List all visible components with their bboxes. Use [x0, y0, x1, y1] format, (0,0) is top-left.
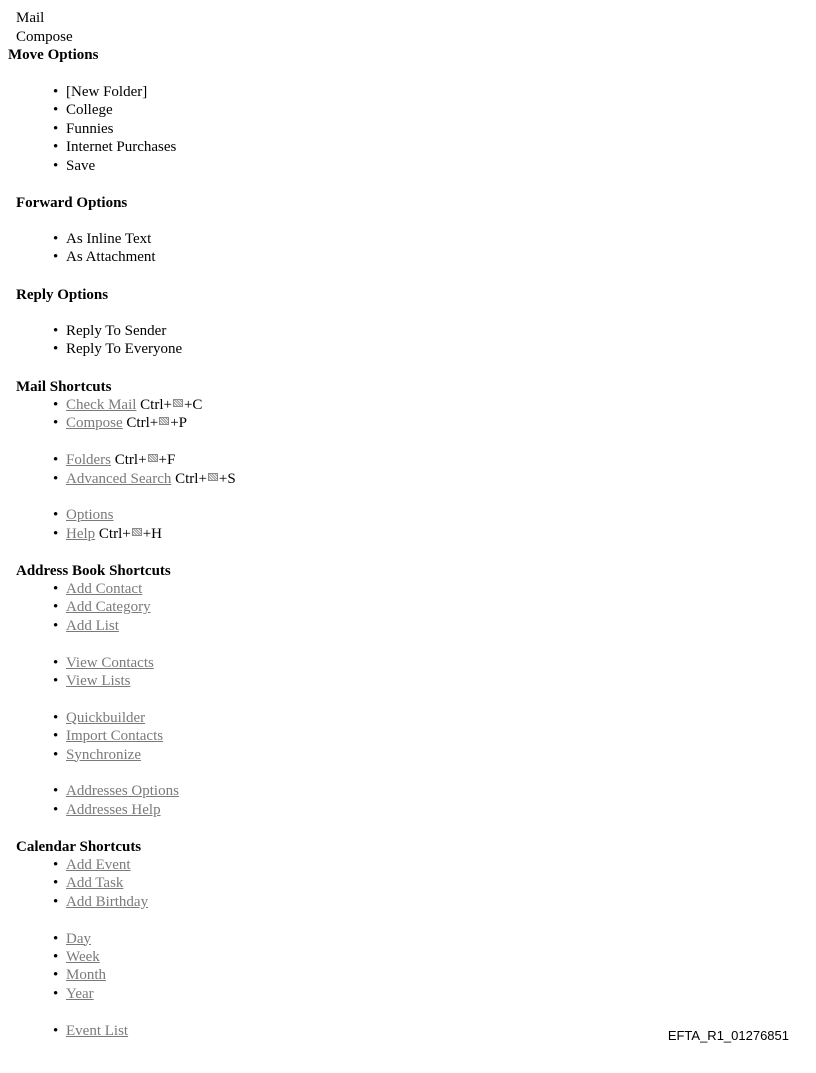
shortcut-suffix: +S [218, 470, 236, 487]
mail-shortcut-item [53, 525, 236, 543]
shortcut-prefix: Ctrl+ [126, 415, 159, 432]
check-mail-link[interactable]: Check Mail [66, 397, 137, 413]
address-book-item [53, 782, 179, 800]
calendar-shortcuts-list [53, 856, 148, 1040]
add-birthday-link[interactable]: Add Birthday [66, 893, 149, 910]
add-event-link[interactable]: Add Event [66, 857, 131, 873]
compose-link[interactable]: Compose [66, 415, 123, 432]
addresses-options-link[interactable]: Addresses Options [66, 783, 179, 800]
reply-option-label: Reply To Everyone [66, 341, 183, 358]
reply-options-heading: Reply Options [16, 286, 109, 303]
compose-shortcut [126, 415, 187, 431]
move-option-label: Internet Purchases [66, 139, 177, 156]
calendar-item [53, 948, 148, 966]
mail-shortcut-item [53, 470, 236, 488]
move-option-label: Funnies [66, 120, 114, 137]
mail-shortcut-item [53, 414, 236, 432]
address-book-item [53, 709, 179, 727]
calendar-item [53, 1022, 148, 1040]
compose-label: Compose [16, 28, 73, 45]
move-options-heading: Move Options [8, 47, 99, 63]
move-option-label: [New Folder] [66, 84, 148, 100]
reply-option-everyone[interactable] [53, 340, 182, 358]
mail-shortcuts-heading: Mail Shortcuts [16, 378, 112, 395]
move-option-new-folder[interactable] [53, 83, 176, 101]
import-contacts-link[interactable]: Import Contacts [66, 728, 164, 745]
modifier-key-icon [173, 399, 183, 407]
shortcut-prefix: Ctrl+ [114, 452, 147, 469]
help-link[interactable]: Help [66, 525, 96, 542]
mail-shortcuts-list [53, 396, 236, 543]
move-options-list [53, 83, 176, 175]
add-category-link[interactable]: Add Category [66, 599, 151, 616]
modifier-key-icon [132, 528, 142, 536]
quickbuilder-link[interactable]: Quickbuilder [66, 709, 146, 726]
shortcut-suffix: +F [158, 452, 176, 469]
day-view-link[interactable]: Day [66, 930, 91, 947]
shortcut-prefix: Ctrl+ [175, 470, 207, 487]
help-shortcut [99, 526, 162, 542]
calendar-item [53, 966, 148, 984]
forward-option-label: As Inline Text [66, 231, 152, 247]
calendar-item [53, 893, 148, 911]
synchronize-link[interactable]: Synchronize [66, 746, 141, 763]
forward-option-inline-text[interactable] [53, 230, 156, 248]
add-task-link[interactable]: Add Task [66, 875, 124, 892]
folders-link[interactable]: Folders [66, 452, 111, 469]
shortcut-suffix: +H [142, 525, 163, 542]
forward-options-list [53, 230, 156, 267]
address-book-item [53, 672, 179, 690]
calendar-item [53, 930, 148, 948]
address-book-shortcuts-heading: Address Book Shortcuts [16, 562, 171, 579]
event-list-link[interactable]: Event List [66, 1022, 129, 1039]
move-option-college[interactable] [53, 101, 176, 119]
addresses-help-link[interactable]: Addresses Help [66, 801, 161, 818]
shortcut-suffix: +P [170, 415, 188, 432]
advanced-search-link[interactable]: Advanced Search [66, 470, 172, 487]
calendar-item [53, 856, 148, 874]
address-book-item [53, 580, 179, 598]
modifier-key-icon [159, 417, 169, 425]
add-contact-link[interactable]: Add Contact [66, 581, 143, 597]
calendar-item [53, 874, 148, 892]
move-option-internet-purchases[interactable] [53, 138, 176, 156]
move-option-funnies[interactable] [53, 120, 176, 138]
mail-shortcut-item [53, 451, 236, 469]
address-book-item [53, 617, 179, 635]
year-view-link[interactable]: Year [66, 985, 94, 1002]
add-list-link[interactable]: Add List [66, 617, 119, 634]
forward-option-attachment[interactable] [53, 248, 156, 266]
advanced-search-shortcut [175, 471, 236, 487]
move-option-label: College [66, 102, 113, 119]
modifier-key-icon [148, 454, 158, 462]
move-option-save[interactable] [53, 157, 176, 175]
modifier-key-icon [208, 473, 218, 481]
document-id: EFTA_R1_01276851 [667, 1028, 789, 1043]
address-book-shortcuts-list [53, 580, 179, 819]
calendar-shortcuts-heading: Calendar Shortcuts [16, 838, 142, 855]
address-book-item [53, 727, 179, 745]
address-book-item [53, 801, 179, 819]
reply-option-sender[interactable] [53, 322, 182, 340]
view-lists-link[interactable]: View Lists [66, 672, 131, 689]
forward-options-heading: Forward Options [16, 194, 128, 211]
shortcut-prefix: Ctrl+ [140, 397, 172, 413]
forward-option-label: As Attachment [66, 249, 156, 266]
month-view-link[interactable]: Month [66, 967, 107, 984]
folders-shortcut [115, 452, 176, 468]
mail-shortcut-item [53, 506, 236, 524]
view-contacts-link[interactable]: View Contacts [66, 654, 154, 671]
address-book-item [53, 746, 179, 764]
reply-option-label: Reply To Sender [66, 323, 167, 339]
move-option-label: Save [66, 157, 96, 174]
mail-shortcut-item [53, 396, 236, 414]
options-link[interactable]: Options [66, 507, 114, 524]
week-view-link[interactable]: Week [66, 948, 100, 965]
shortcut-prefix: Ctrl+ [98, 525, 131, 542]
check-mail-shortcut [140, 397, 202, 413]
address-book-item [53, 598, 179, 616]
reply-options-list [53, 322, 182, 359]
calendar-item [53, 985, 148, 1003]
mail-label: Mail [16, 10, 45, 26]
address-book-item [53, 654, 179, 672]
shortcut-suffix: +C [183, 397, 203, 413]
